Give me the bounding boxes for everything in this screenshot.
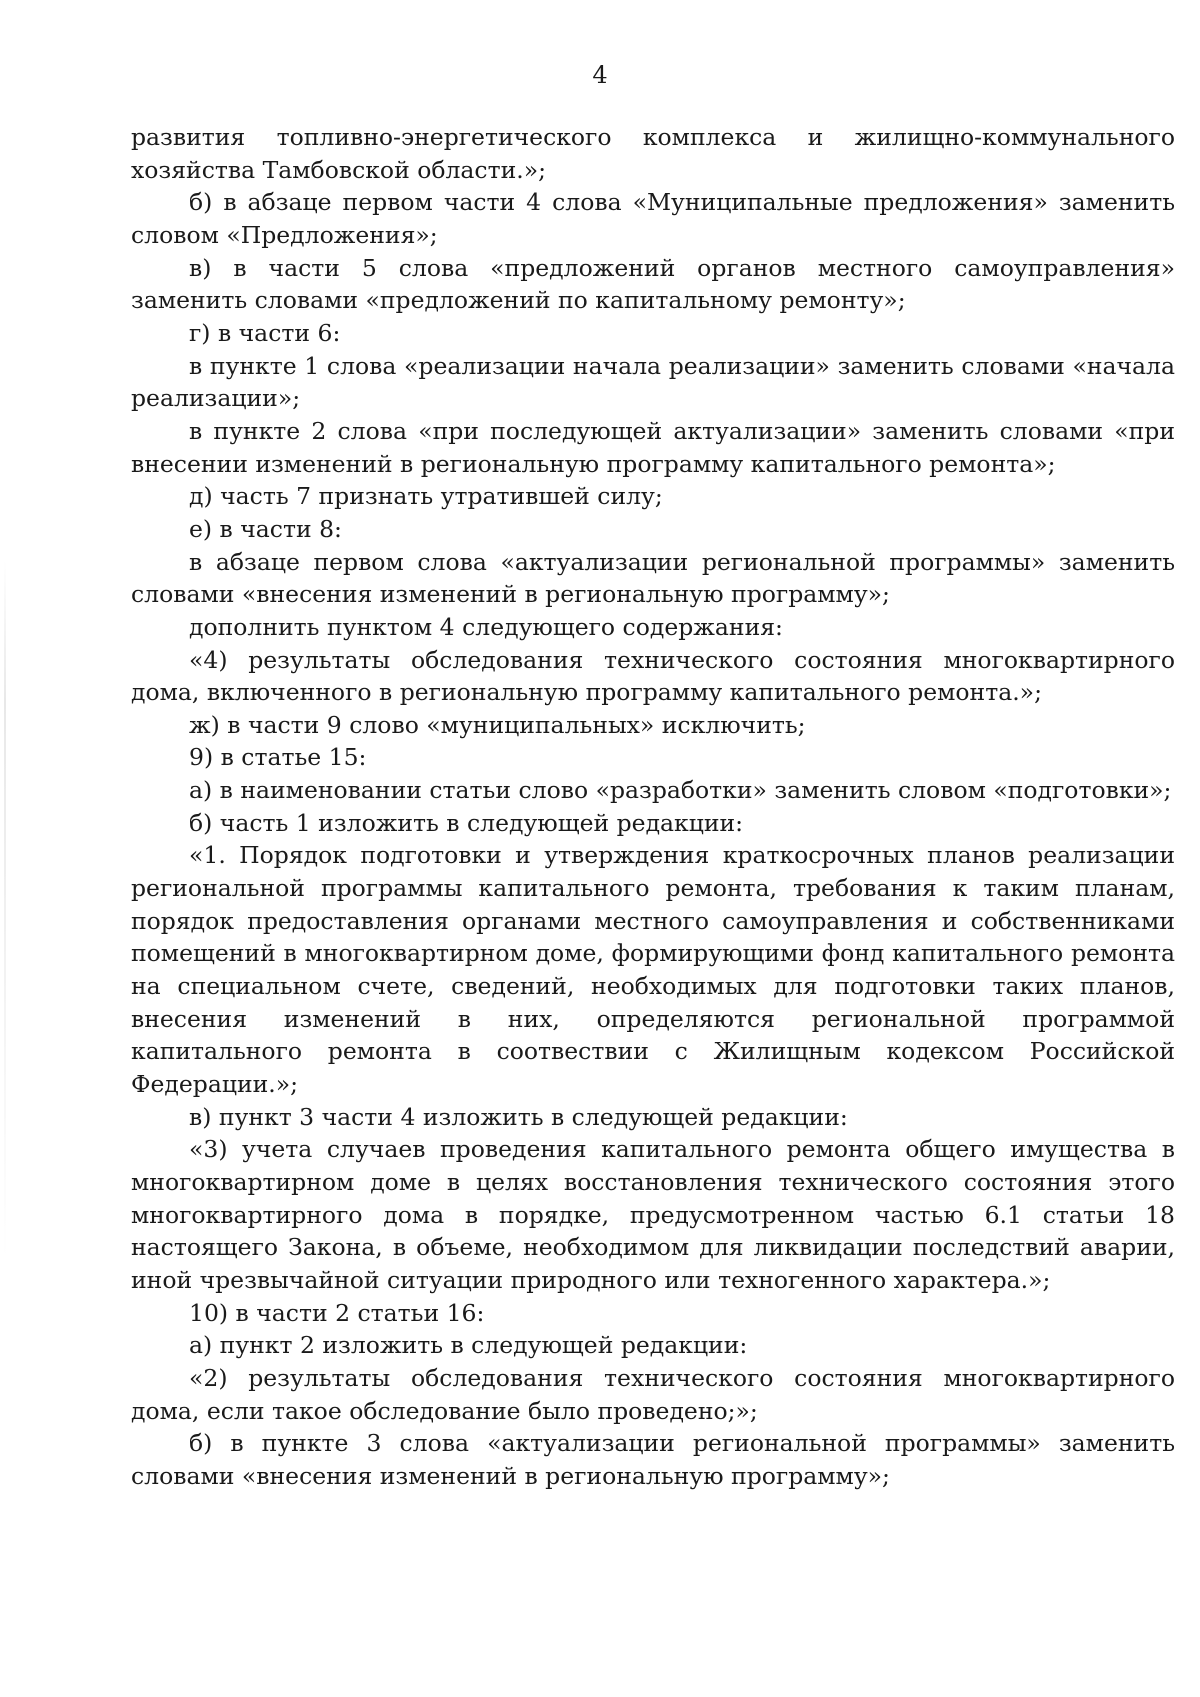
paragraph: е) в части 8:: [189, 514, 342, 543]
paragraph: «1. Порядок подготовки и утверждения краткосрочных планов реализации региональной программы капитального ремонта, требования к таким планам, порядок предоставления органами местного самоуправления и собственниками помещений в многоквартирном доме, формирующими фонд капитального ремонта на специальном счете, сведений, необходимых для подготовки таких планов, внесения изменений в них, определяются региональной программой капитального ремонта в соотвествии с Жилищным кодексом Российской Федерации.»;: [131, 841, 1175, 1099]
paragraph: а) пункт 2 изложить в следующей редакции:: [189, 1331, 748, 1360]
paragraph: развития топливно-энергетического комплекса и жилищно-коммунального хозяйства Тамбовской области.»;: [131, 123, 1175, 184]
paragraph: дополнить пунктом 4 следующего содержания:: [189, 612, 783, 641]
scan-edge-shadow: [4, 560, 6, 1260]
paragraph: 9) в статье 15:: [189, 743, 367, 772]
paragraph: 10) в части 2 статьи 16:: [189, 1298, 485, 1327]
paragraph: «4) результаты обследования технического состояния многоквартирного дома, включенного в региональную программу капитального ремонта.»;: [131, 645, 1175, 707]
page-number: 4: [592, 61, 608, 89]
paragraph: в) в части 5 слова «предложений органов местного самоуправления» заменить словами «предложений по капитальному ремонту»;: [131, 253, 1175, 315]
paragraph: в пункте 1 слова «реализации начала реализации» заменить словами «начала реализации»;: [131, 351, 1175, 413]
paragraph: в абзаце первом слова «актуализации региональной программы» заменить словами «внесения изменений в региональную программу»;: [131, 547, 1175, 609]
paragraph: а) в наименовании статьи слово «разработки» заменить словом «подготовки»;: [189, 776, 1172, 805]
paragraph: б) в пункте 3 слова «актуализации региональной программы» заменить словами «внесения изменений в региональную программу»;: [131, 1429, 1175, 1490]
paragraph: б) часть 1 изложить в следующей редакции:: [189, 808, 744, 837]
paragraph: б) в абзаце первом части 4 слова «Муниципальные предложения» заменить словом «Предложения»;: [131, 188, 1175, 249]
paragraph: в пункте 2 слова «при последующей актуализации» заменить словами «при внесении изменений в региональную программу капитального ремонта»;: [131, 416, 1175, 478]
paragraph: г) в части 6:: [189, 318, 341, 347]
paragraph: «3) учета случаев проведения капитального ремонта общего имущества в многоквартирном доме в целях восстановления технического состояния этого многоквартирного дома в порядке, предусмотренном частью 6.1 статьи 18 настоящего Закона, в объеме, необходимом для ликвидации последствий аварии, иной чрезвычайной ситуации природного или техногенного характера.»;: [131, 1135, 1175, 1294]
document-body: [131, 121, 1175, 1493]
paragraph: д) часть 7 признать утратившей силу;: [189, 482, 663, 511]
paragraph: ж) в части 9 слово «муниципальных» исключить;: [189, 710, 806, 739]
paragraph: «2) результаты обследования технического состояния многоквартирного дома, если такое обследование было проведено;»;: [131, 1363, 1175, 1425]
paragraph: в) пункт 3 части 4 изложить в следующей редакции:: [189, 1102, 848, 1131]
